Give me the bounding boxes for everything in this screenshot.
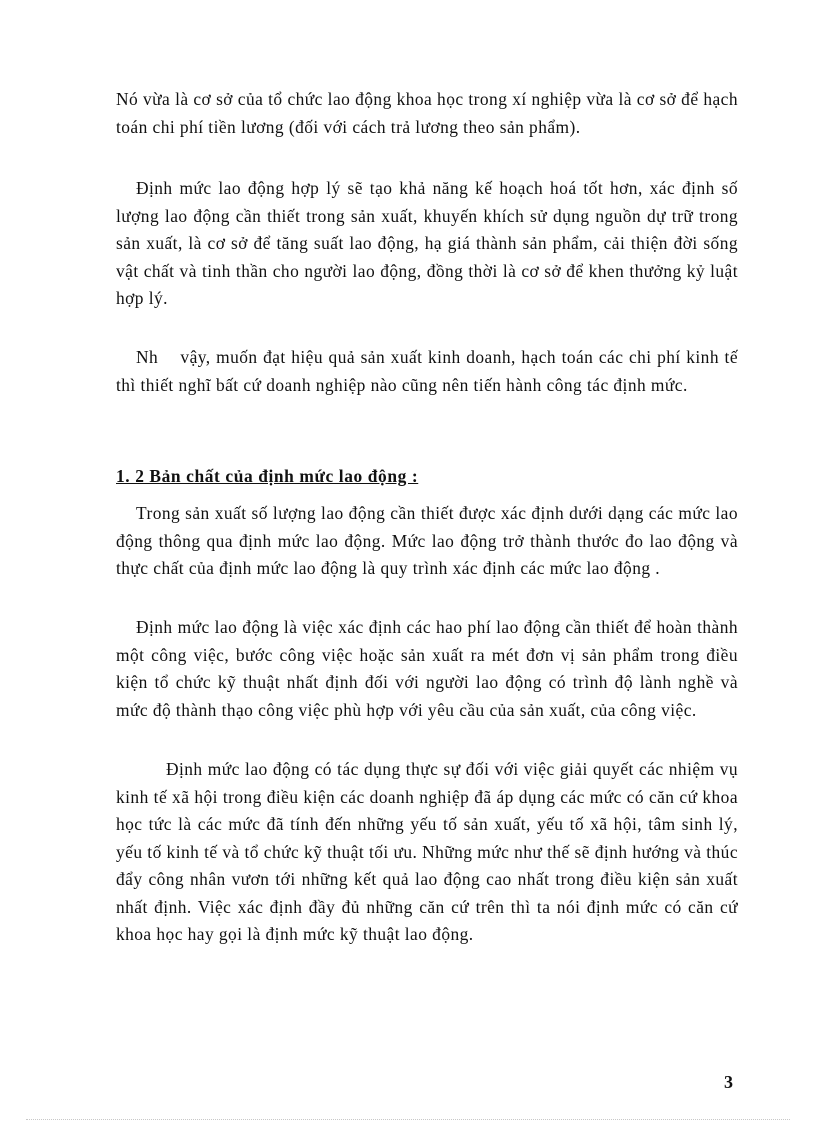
paragraph-6: Định mức lao động có tác dụng thực sự đối với việc giải quyết các nhiệm vụ kinh tế xã hội trong điều kiện các doanh nghiệp đã áp dụng các mức có căn cứ khoa học tức là các mức đã tính đến những yếu tố sản xuất, yếu tố xã hội, tâm sinh lý, yếu tố kinh tế và tổ chức kỹ thuật tối ưu. Những mức như thế sẽ định hướng và thúc đẩy công nhân vươn tới những kết quả lao động cao nhất trong điều kiện sản xuất nhất định. Việc xác định đầy đủ những căn cứ trên thì ta nói định mức có căn cứ khoa học hay gọi là định mức kỹ thuật lao động. xyxy=(116,759,738,944)
paragraph-4: Trong sản xuất số lượng lao động cần thiết được xác định dưới dạng các mức lao động thông qua định mức lao động. Mức lao động trở thành thước đo lao động và thực chất của định mức lao động là quy trình xác định các mức lao động . xyxy=(116,503,738,578)
paragraph-3: Nh vậy, muốn đạt hiệu quả sản xuất kinh doanh, hạch toán các chi phí kinh tế thì thiết nghĩ bất cứ doanh nghiệp nào cũng nên tiến hành công tác định mức. xyxy=(116,347,743,395)
paragraph-5: Định mức lao động là việc xác định các hao phí lao động cần thiết để hoàn thành một công việc, bước công việc hoặc sản xuất ra mét đơn vị sản phẩm trong điều kiện tổ chức kỹ thuật nhất định đối với người lao động có trình độ lành nghề và mức độ thành thạo công việc phù hợp với yêu cầu của sản xuất, của công việc. xyxy=(116,617,738,720)
paragraph-1: Nó vừa là cơ sở của tổ chức lao động khoa học trong xí nghiệp vừa là cơ sở để hạch toán chi phí tiền lương (đối với cách trả lương theo sản phẩm). xyxy=(116,89,738,137)
page-number: 3 xyxy=(724,1072,733,1092)
section-heading: 1. 2 Bản chất của định mức lao động : xyxy=(116,466,419,486)
footer-divider xyxy=(26,1119,790,1120)
paragraph-2: Định mức lao động hợp lý sẽ tạo khả năng kế hoạch hoá tốt hơn, xác định số lượng lao động cần thiết trong sản xuất, khuyến khích sử dụng nguồn dự trữ trong sản xuất, là cơ sở để tăng suất lao động, hạ giá thành sản phẩm, cải thiện đời sống vật chất và tinh thần cho người lao động, đồng thời là cơ sở để khen thưởng kỷ luật hợp lý. xyxy=(116,178,738,308)
